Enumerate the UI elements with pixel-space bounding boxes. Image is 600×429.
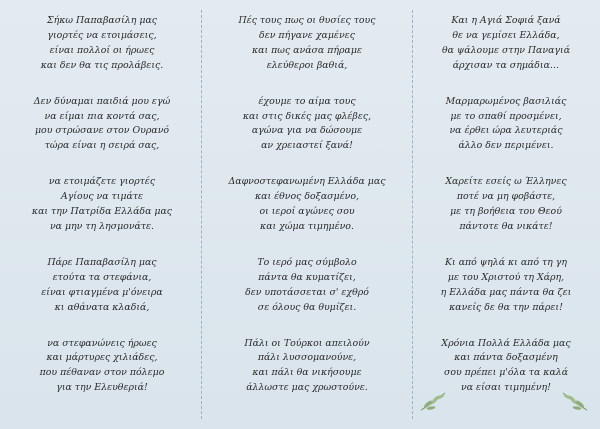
- stanza: [216, 175, 398, 235]
- verse-line: είναι πολλοί οι ήρωες: [49, 44, 155, 56]
- verse-line: να ετοιμάζετε γιορτές: [48, 176, 156, 188]
- verse-line: είναι φτιαγμένα μ'όνειρα: [41, 286, 163, 298]
- column-divider-left: [201, 10, 202, 419]
- verse-line: κανείς δε θα την πάρει!: [449, 301, 563, 313]
- stanza: [415, 14, 597, 74]
- verse-line: Πάρε Παπαβασίλη μας: [47, 256, 157, 268]
- verse-line: Και η Αγιά Σοφιά ξανά: [451, 15, 561, 26]
- verse-line: και πως ανάσα πήραμε: [252, 44, 362, 56]
- verse-line: άρχισαν τα σημάδια…: [452, 59, 560, 71]
- verse-line: αγώνα για να δώσουμε: [251, 125, 363, 137]
- verse-line: και έθνος δοξασμένο,: [254, 191, 359, 203]
- verse-line: Δαφνοστεφανωμένη Ελλάδα μας: [228, 176, 386, 188]
- stanza: [216, 256, 398, 316]
- verse-line: με του Χριστού τη Χάρη,: [447, 271, 565, 283]
- verse-line: να στεφανώνεις ήρωες: [47, 337, 157, 349]
- verse-line: να είμαι πια κοντά σας,: [44, 110, 160, 122]
- verse-line: αν χρειαστεί ξανά!: [261, 140, 353, 152]
- verse-line: οι ιεροί αγώνες σου: [259, 206, 355, 218]
- verse-line: Αγίους να τιμάτε: [60, 191, 144, 203]
- verse-line: δεν πήγανε χαμένες: [259, 29, 355, 41]
- stanza: [216, 95, 398, 155]
- olive-branch-right-icon: [560, 389, 590, 413]
- verse-line: και στις δικές μας φλέβες,: [242, 110, 372, 122]
- stanza: [11, 337, 193, 397]
- stanza: [415, 95, 597, 155]
- stanza: [11, 256, 193, 316]
- stanza: [11, 95, 193, 155]
- stanza: [11, 175, 193, 235]
- stanza: [216, 337, 398, 397]
- verse-line: άλλωστε μας χρωστούνε.: [246, 382, 368, 394]
- verse-line: Δεν δύναμαι παιδιά μου εγώ: [33, 95, 171, 107]
- verse-line: σου πρέπει μ'όλα τα καλά: [443, 367, 569, 379]
- stanza: [11, 14, 193, 74]
- verse-line: δεν υποτάσσεται σ' εχθρό: [245, 286, 369, 298]
- stanza: [415, 256, 597, 316]
- verse-line: και πάλι θα νικήσουμε: [252, 367, 362, 379]
- verse-line: ελεύθεροι βαθιά,: [266, 59, 348, 71]
- verse-line: πάντα θα κυματίζει,: [258, 271, 356, 283]
- verse-line: τώρα είναι η σειρά σας,: [44, 140, 160, 152]
- verse-line: να μην τη λησμονάτε.: [49, 220, 155, 232]
- verse-line: μου στρώσανε στον Ουρανό: [34, 125, 170, 137]
- verse-line: και χώμα τιμημένο.: [260, 220, 354, 232]
- stanza: [415, 175, 597, 235]
- verse-line: σε όλους θα θυμίζει.: [257, 301, 357, 313]
- verse-line: θε να γεμίσει Ελλάδα,: [452, 29, 560, 41]
- verse-line: Μαρμαρωμένος βασιλιάς: [445, 95, 567, 107]
- verse-line: ποτέ να μη φοβάστε,: [456, 191, 556, 203]
- verse-line: άλλο δεν περιμένει.: [458, 140, 554, 152]
- stanza: [415, 337, 597, 397]
- verse-line: Πές τους πως οι θυσίες τους: [238, 15, 376, 26]
- column-divider-right: [412, 10, 413, 419]
- verse-line: για την Ελευθεριά!: [56, 382, 148, 394]
- poem-column-2: [216, 14, 398, 417]
- verse-line: ετούτα τα στεφάνια,: [52, 271, 152, 283]
- poem-column-1: [11, 14, 193, 417]
- verse-line: που πέθαναν στον πόλεμο: [39, 367, 165, 379]
- verse-line: και την Πατρίδα Ελλάδα μας: [31, 206, 173, 218]
- olive-branch-left-icon: [418, 389, 448, 413]
- verse-line: η Ελλάδα μας πάντα θα ζει: [440, 286, 572, 298]
- stanza: [216, 14, 398, 74]
- poem-column-3: [415, 14, 597, 417]
- verse-line: Κι από ψηλά κι από τη γη: [445, 256, 567, 268]
- verse-line: και πάντα δοξασμένη: [454, 352, 558, 364]
- verse-line: Χαρείτε εσείς ω Έλληνες: [445, 176, 567, 188]
- verse-line: να έρθει ώρα λευτεριάς: [449, 125, 563, 137]
- verse-line: Σήκω Παπαβασίλη μας: [46, 15, 158, 26]
- verse-line: και μάρτυρες χιλιάδες,: [46, 352, 158, 364]
- verse-line: Χρόνια Πολλά Ελλάδα μας: [441, 337, 571, 349]
- verse-line: με τη βοήθεια του Θεού: [450, 206, 562, 218]
- verse-line: κι αθάνατα κλαδιά,: [54, 301, 150, 313]
- verse-line: γιορτές να ετοιμάσεις,: [47, 29, 157, 41]
- verse-line: με το σπαθί προσμένει,: [450, 110, 562, 122]
- verse-line: Το ιερό μας σύμβολο: [257, 256, 357, 268]
- verse-line: θα ψάλουμε στην Παναγιά: [441, 44, 571, 56]
- verse-line: πάλι λυσσομανούνε,: [257, 352, 357, 364]
- verse-line: να είσαι τιμημένη!: [461, 382, 551, 394]
- verse-line: πάντοτε θα νικάτε!: [459, 220, 553, 232]
- verse-line: Πάλι οι Τούρκοι απειλούν: [244, 337, 370, 349]
- verse-line: και δεν θα τις προλάβεις.: [40, 59, 164, 71]
- verse-line: έχουμε το αίμα τους: [258, 95, 356, 107]
